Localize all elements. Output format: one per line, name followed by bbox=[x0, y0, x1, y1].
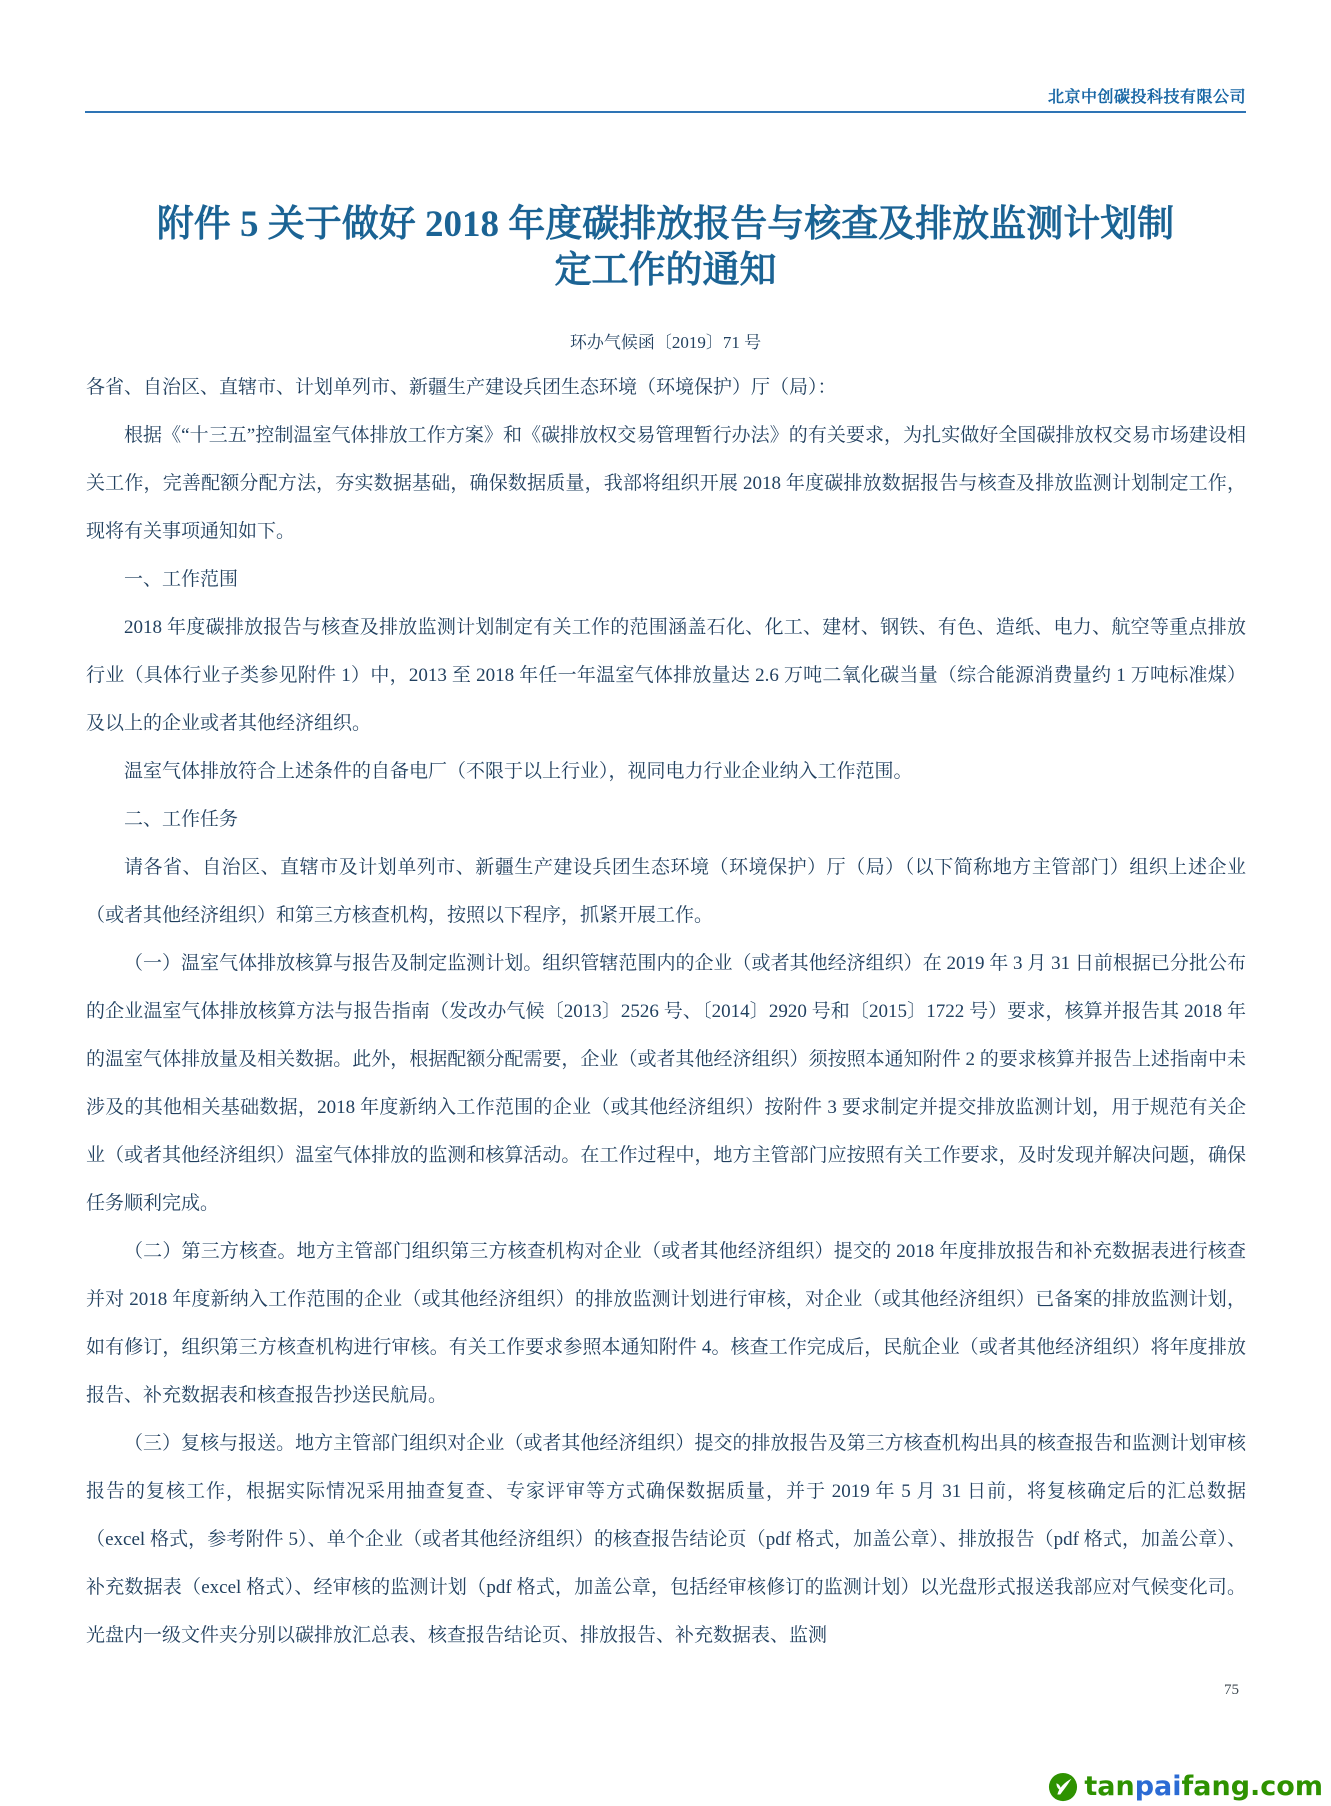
paragraph-intro: 根据《“十三五”控制温室气体排放工作方案》和《碳排放权交易管理暂行办法》的有关要求，为扎实做好全国碳排放权交易市场建设相关工作，完善配额分配方法，夯实数据基础，确保数据质量，我部将组织开展 2018 年度碳排放数据报告与核查及排放监测计划制定工作，现将有关事项通知如下。 bbox=[86, 425, 1246, 542]
heading-work-tasks: 二、工作任务 bbox=[124, 809, 239, 830]
document-title bbox=[85, 202, 1246, 294]
paragraph-task-3-review-submission: （三）复核与报送。地方主管部门组织对企业（或者其他经济组织）提交的排放报告及第三方核查机构出具的核查报告和监测计划审核报告的复核工作，根据实际情况采用抽查复查、专家评审等方式确保数据质量，并于 2019 年 5 月 31 日前，将复核确定后的汇总数据（excel 格式，参考附件 5）、单个企业（或者其他经济组织）的核查报告结论页（pdf 格式，加盖公章）、排放报告（pdf 格式，加盖公章）、补充数据表（excel 格式）、经审核的监测计划（pdf 格式，加盖公章，包括经审核修订的监测计划）以光盘形式报送我部应对气候变化司。光盘内一级文件夹分别以碳排放汇总表、核查报告结论页、排放报告、补充数据表、监测 bbox=[86, 1433, 1246, 1646]
paragraph-task-1-accounting: （一）温室气体排放核算与报告及制定监测计划。组织管辖范围内的企业（或者其他经济组织）在 2019 年 3 月 31 日前根据已分批公布的企业温室气体排放核算方法与报告指南（发改办气候〔2013〕2526 号、〔2014〕2920 号和〔2015〕1722 号）要求，核算并报告其 2018 年的温室气体排放量及相关数据。此外，根据配额分配需要，企业（或者其他经济组织）须按照本通知附件 2 的要求核算并报告上述指南中未涉及的其他相关基础数据，2018 年度新纳入工作范围的企业（或其他经济组织）按附件 3 要求制定并提交排放监测计划，用于规范有关企业（或者其他经济组织）温室气体排放的监测和核算活动。在工作过程中，地方主管部门应按照有关工作要求，及时发现并解决问题，确保任务顺利完成。 bbox=[86, 953, 1246, 1214]
tanpaifang-logo bbox=[1048, 1772, 1323, 1802]
doc-number: 环办气候函〔2019〕71 号 bbox=[569, 333, 762, 352]
logo-part-tan: tan bbox=[1084, 1771, 1135, 1802]
paragraph-task-2-verification: （二）第三方核查。地方主管部门组织第三方核查机构对企业（或者其他经济组织）提交的 2018 年度排放报告和补充数据表进行核查并对 2018 年度新纳入工作范围的企业（或其他经济组织）的排放监测计划进行审核，对企业（或其他经济组织）已备案的排放监测计划，如有修订，组织第三方核查机构进行审核。有关工作要求参照本通知附件 4。核查工作完成后，民航企业（或者其他经济组织）将年度排放报告、补充数据表和核查报告抄送民航局。 bbox=[86, 1241, 1246, 1406]
document-body bbox=[86, 364, 1246, 1660]
page-number: 75 bbox=[1224, 1682, 1239, 1698]
title-line-1: 附件 5 关于做好 2018 年度碳排放报告与核查及排放监测计划制 bbox=[156, 204, 1175, 245]
paragraph-tasks-intro: 请各省、自治区、直辖市及计划单列市、新疆生产建设兵团生态环境（环境保护）厅（局）（以下简称地方主管部门）组织上述企业（或者其他经济组织）和第三方核查机构，按照以下程序，抓紧开展工作。 bbox=[86, 857, 1246, 926]
title-line-2: 定工作的通知 bbox=[554, 250, 777, 291]
paragraph-greeting: 各省、自治区、直辖市、计划单列市、新疆生产建设兵团生态环境（环境保护）厅（局）： bbox=[86, 377, 837, 398]
paragraph-captive-power: 温室气体排放符合上述条件的自备电厂（不限于以上行业），视同电力行业企业纳入工作范围。 bbox=[124, 761, 913, 782]
tanpaifang-wordmark bbox=[1084, 1772, 1323, 1802]
header-rule bbox=[85, 111, 1246, 113]
company-name: 北京中创碳投科技有限公司 bbox=[1047, 87, 1246, 106]
logo-part-pai: pai bbox=[1134, 1771, 1182, 1802]
heading-work-scope: 一、工作范围 bbox=[124, 569, 239, 590]
sprout-circle-icon bbox=[1048, 1772, 1078, 1802]
logo-part-fang: fang.com bbox=[1181, 1771, 1323, 1802]
paragraph-scope: 2018 年度碳排放报告与核查及排放监测计划制定有关工作的范围涵盖石化、化工、建材、钢铁、有色、造纸、电力、航空等重点排放行业（具体行业子类参见附件 1）中，2013 至 2018 年任一年温室气体排放量达 2.6 万吨二氧化碳当量（综合能源消费量约 1 万吨标准煤）及以上的企业或者其他经济组织。 bbox=[86, 617, 1246, 734]
